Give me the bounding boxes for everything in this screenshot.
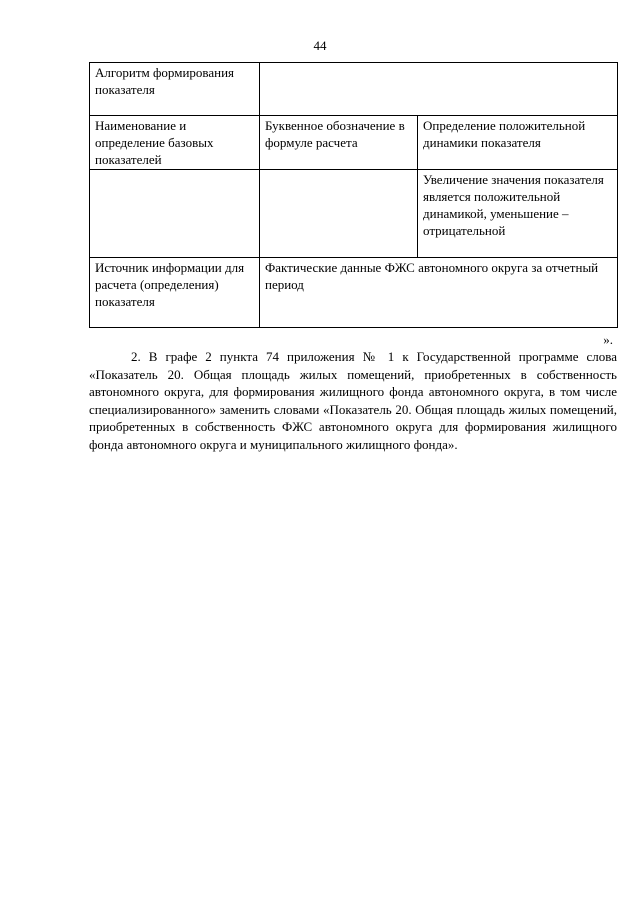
table-row-source: [90, 258, 618, 328]
source-label-cell: Источник информации для расчета (определения) показателя: [90, 258, 260, 328]
page-number: 44: [313, 38, 327, 53]
table-row-dynamics: [90, 170, 618, 258]
indicator-table: [89, 62, 618, 328]
algorithm-value-cell: [260, 63, 618, 116]
algorithm-label-cell: Алгоритм формирования показателя: [90, 63, 260, 116]
closing-quote: ».: [603, 332, 613, 347]
amendment-paragraph: 2. В графе 2 пункта 74 приложения № 1 к Государственной программе слова «Показатель 20. Общая площадь жилых помещений, приобретенных в собственность автономного округа, для формирования жилищного фонда автономного округа, в том числе специализированного» заменить словами «Показатель 20. Общая площадь жилых помещений, приобретенных в собственность ФЖС автономного округа для формирования жилищного фонда автономного округа и муниципального жилищного фонда».: [89, 349, 617, 452]
base-indicators-header-cell: Наименование и определение базовых показателей: [90, 116, 260, 170]
dynamics-empty-cell-1: [90, 170, 260, 258]
dynamics-empty-cell-2: [260, 170, 418, 258]
source-value-cell: Фактические данные ФЖС автономного округа за отчетный период: [260, 258, 618, 328]
dynamics-description-cell: Увеличение значения показателя является положительной динамикой, уменьшение – отрицательной: [418, 170, 618, 258]
positive-dynamics-header-cell: Определение положительной динамики показателя: [418, 116, 618, 170]
table-row-headers: [90, 116, 618, 170]
letter-designation-header-cell: Буквенное обозначение в формуле расчета: [260, 116, 418, 170]
table-row-algorithm: [90, 63, 618, 116]
